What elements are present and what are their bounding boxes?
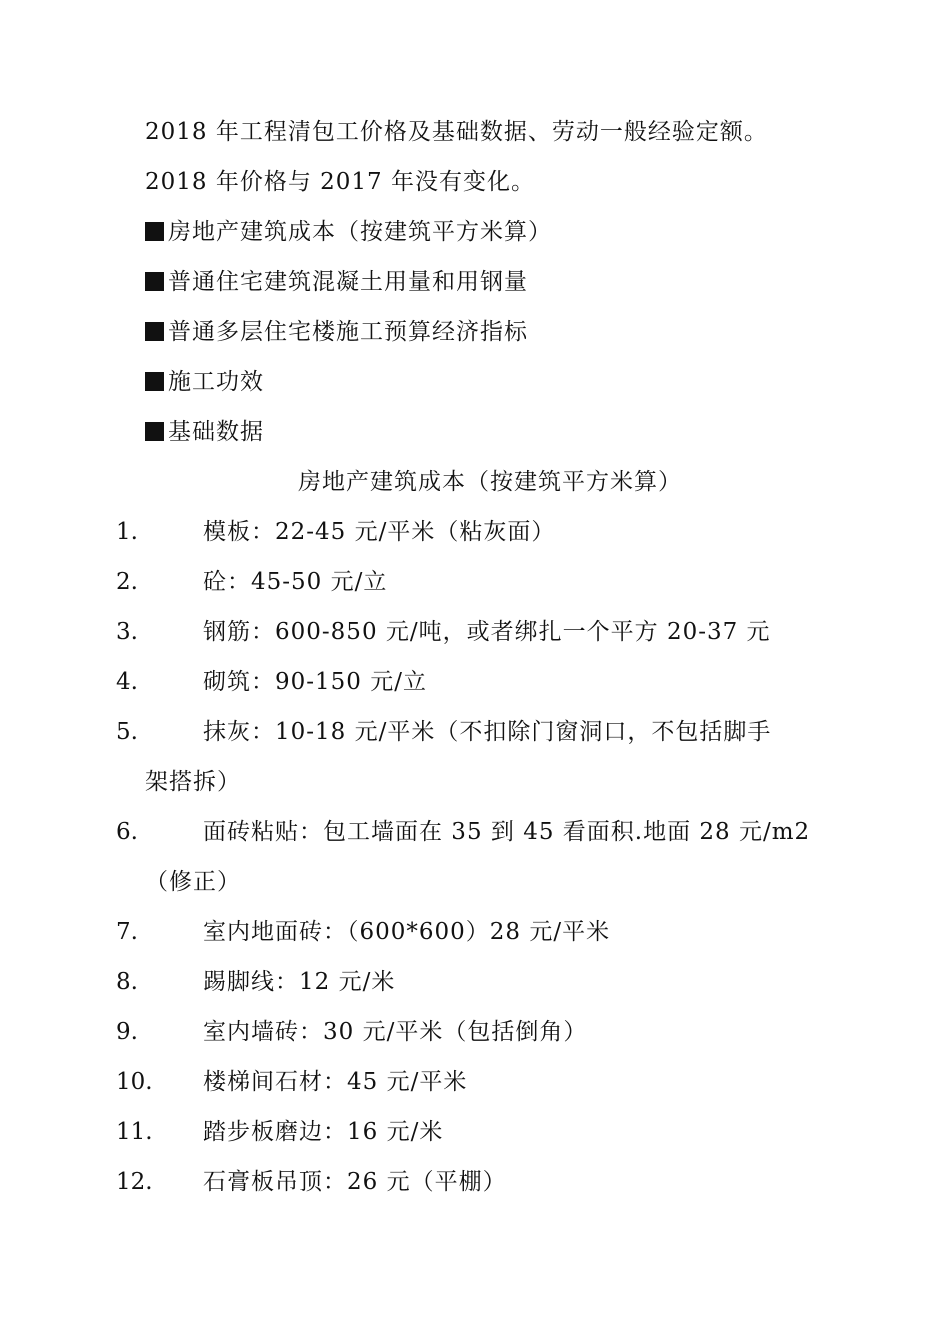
list-item-number: 9.: [116, 1019, 138, 1045]
toc-item: [145, 267, 528, 297]
toc-item: [145, 217, 552, 247]
list-item-continuation: （修正）: [145, 869, 241, 895]
list-item: 踢脚线：12 元/米: [203, 969, 396, 995]
section-title: 房地产建筑成本（按建筑平方米算）: [298, 469, 682, 495]
list-item: 石膏板吊顶：26 元（平棚）: [203, 1169, 507, 1195]
list-item: 踏步板磨边：16 元/米: [203, 1119, 444, 1145]
toc-item: [145, 417, 264, 447]
list-item: 钢筋：600-850 元/吨，或者绑扎一个平方 20-37 元: [203, 619, 771, 645]
toc-item-label: 施工功效: [168, 369, 264, 395]
list-item-number: 3.: [116, 619, 138, 645]
list-item-number: 6.: [116, 819, 138, 845]
list-item: 室内地面砖：（600*600）28 元/平米: [203, 919, 611, 945]
list-item-continuation: 架搭拆）: [145, 769, 241, 795]
toc-item-label: 普通多层住宅楼施工预算经济指标: [168, 319, 528, 345]
list-item-number: 8.: [116, 969, 138, 995]
square-bullet-icon: [145, 372, 164, 391]
intro-line-1: 2018 年工程清包工价格及基础数据、劳动一般经验定额。: [145, 119, 768, 145]
list-item-number: 7.: [116, 919, 138, 945]
toc-item-label: 普通住宅建筑混凝土用量和用钢量: [168, 269, 528, 295]
list-item-number: 5.: [116, 719, 138, 745]
square-bullet-icon: [145, 322, 164, 341]
list-item-number: 10.: [116, 1069, 153, 1095]
list-item: 室内墙砖：30 元/平米（包括倒角）: [203, 1019, 588, 1045]
toc-item-label: 基础数据: [168, 419, 264, 445]
square-bullet-icon: [145, 422, 164, 441]
list-item: 楼梯间石材：45 元/平米: [203, 1069, 468, 1095]
list-item: 模板：22-45 元/平米（粘灰面）: [203, 519, 556, 545]
toc-item-label: 房地产建筑成本（按建筑平方米算）: [168, 219, 552, 245]
square-bullet-icon: [145, 222, 164, 241]
toc-item: [145, 317, 528, 347]
list-item: 抹灰：10-18 元/平米（不扣除门窗洞口，不包括脚手: [203, 719, 772, 745]
list-item-number: 12.: [116, 1169, 153, 1195]
intro-line-2: 2018 年价格与 2017 年没有变化。: [145, 169, 535, 195]
square-bullet-icon: [145, 272, 164, 291]
list-item-number: 4.: [116, 669, 138, 695]
list-item: 砼：45-50 元/立: [203, 569, 388, 595]
list-item-number: 1.: [116, 519, 138, 545]
list-item: 砌筑：90-150 元/立: [203, 669, 427, 695]
list-item-number: 2.: [116, 569, 138, 595]
list-item: 面砖粘贴：包工墙面在 35 到 45 看面积.地面 28 元/m2: [203, 819, 811, 845]
list-item-number: 11.: [116, 1119, 153, 1145]
toc-item: [145, 367, 264, 397]
